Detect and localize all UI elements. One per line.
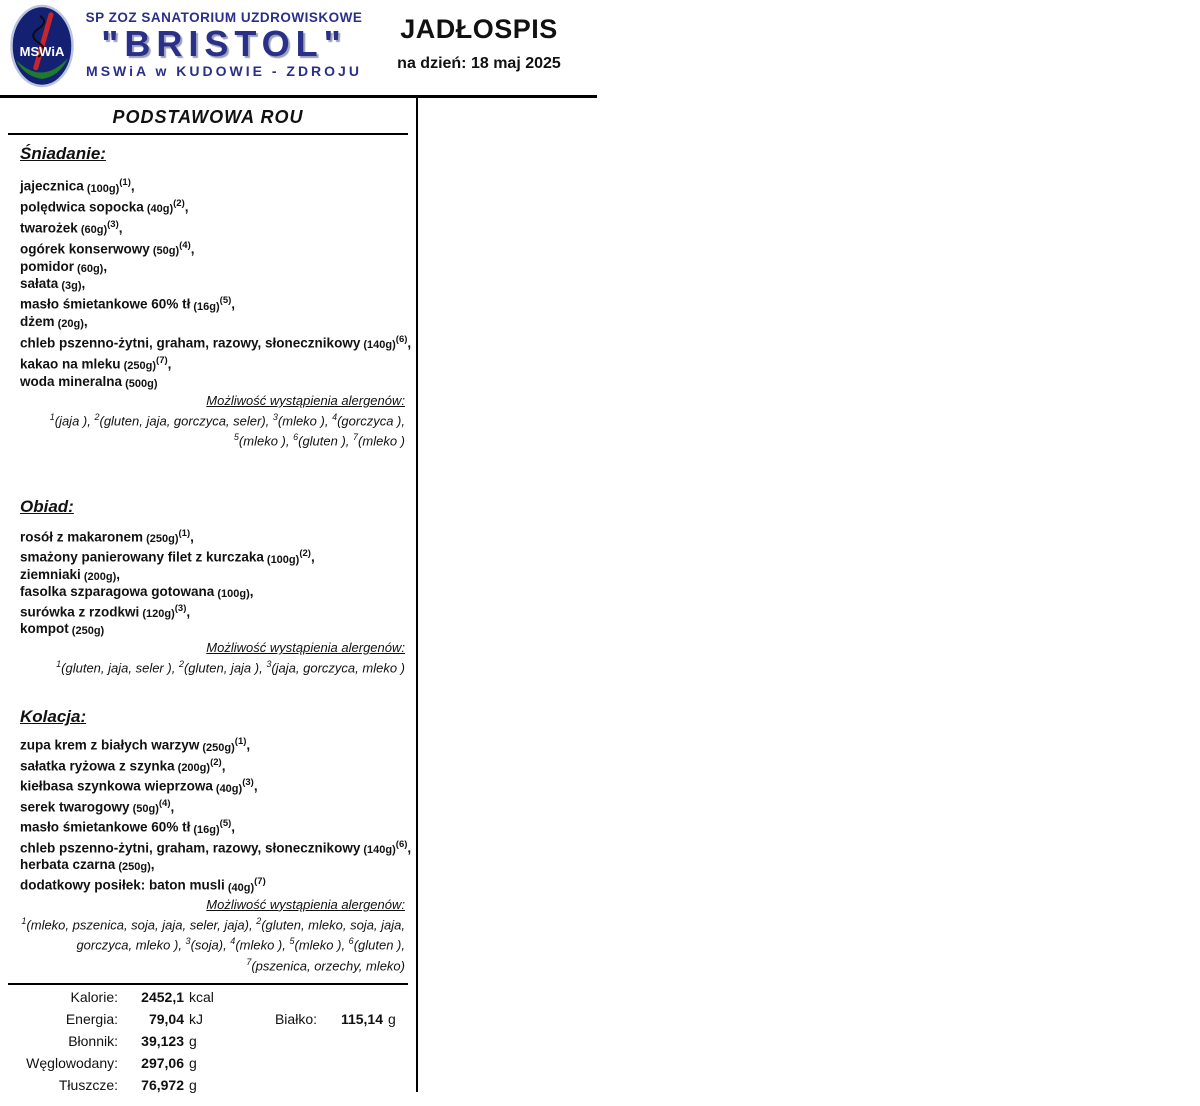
menu-item-name: woda mineralna xyxy=(20,373,123,389)
allergen-text: (gluten ), xyxy=(353,937,405,953)
menu-item-weight: (100g) xyxy=(263,553,300,566)
allergen-text: (mleko ) xyxy=(358,433,405,449)
menu-item: sałata (3g), xyxy=(20,276,86,293)
allergen-ref: 7 xyxy=(353,432,359,443)
menu-item: twarożek $(60g)^{(3)}$, xyxy=(20,218,123,237)
menu-item-allergen-ref: (6) xyxy=(395,838,408,850)
allergen-heading: Możliwość wystąpienia alergenów: xyxy=(206,640,405,656)
nutrition-unit: g xyxy=(189,1033,197,1049)
menu-item-weight: (20g) xyxy=(54,318,84,331)
menu-item-name: kompot xyxy=(20,621,69,637)
menu-item-weight: (50g) xyxy=(149,245,180,258)
allergen-text: (gluten ), xyxy=(298,433,354,449)
menu-item-name: chleb pszenno-żytni, graham, razowy, słonecznikowy xyxy=(20,335,361,351)
menu-item-allergen-ref: (3) xyxy=(174,602,187,614)
menu-item-name: kiełbasa szynkowa wieprzowa xyxy=(20,778,213,794)
menu-item: jajecznica $(100g)^{(1)}$, xyxy=(20,177,135,195)
menu-item xyxy=(20,374,408,391)
nutrition-unit: g xyxy=(189,1077,197,1093)
allergen-ref: 4 xyxy=(230,936,236,947)
menu-item-name: masło śmietankowe 60% tł xyxy=(20,296,191,312)
menu-item-name: herbata czarna xyxy=(20,857,116,873)
mswia-logo xyxy=(10,4,74,88)
nutrition-unit: g xyxy=(388,1011,396,1027)
menu-item-name: masło śmietankowe 60% tł xyxy=(20,819,191,835)
diet-column xyxy=(8,99,412,974)
allergen-ref: 4 xyxy=(332,411,338,422)
document-title: JADŁOSPIS xyxy=(400,14,558,44)
allergen-block xyxy=(20,640,405,676)
menu-item-weight: (140g) xyxy=(360,339,396,352)
menu-item xyxy=(20,621,408,638)
nutrition-summary xyxy=(8,983,408,1099)
menu-item: rosół z makaronem $(250g)^{(1)}$, xyxy=(20,527,194,546)
menu-item-weight: (100g) xyxy=(214,587,250,600)
organization-name: "BRISTOL" xyxy=(101,23,347,64)
menu-item-name: zupa krem z białych warzyw xyxy=(20,737,200,753)
menu-item-allergen-ref: (5) xyxy=(219,295,232,307)
allergen-ref: 3 xyxy=(272,411,278,422)
nutrition-value: 79,04 xyxy=(148,1011,184,1027)
allergen-text: (pszenica, orzechy, mleko) xyxy=(251,957,405,973)
nutrition-label: Białko: xyxy=(274,1011,317,1027)
nutrition-row xyxy=(8,1011,408,1033)
organization-location: MSWiA w KUDOWIE - ZDROJU xyxy=(86,63,362,79)
allergen-ref: 5 xyxy=(233,432,239,443)
nutrition-unit: g xyxy=(189,1055,197,1071)
allergen-heading: Możliwość wystąpienia alergenów: xyxy=(206,896,405,912)
menu-item-weight: (250g) xyxy=(115,861,151,874)
allergen-text: (mleko ), xyxy=(235,937,290,953)
menu-item-allergen-ref: (4) xyxy=(158,797,171,809)
nutrition-label: Kalorie: xyxy=(70,989,118,1005)
menu-item-weight: (40g) xyxy=(224,881,255,894)
menu-item-allergen-ref: (3) xyxy=(107,218,119,230)
menu-item-allergen-ref: (5) xyxy=(219,818,232,830)
nutrition-value: 297,06 xyxy=(141,1055,184,1071)
menu-item-allergen-ref: (2) xyxy=(299,548,311,560)
menu-item-name: dodatkowy posiłek: baton musli xyxy=(20,877,225,893)
menu-item-name: dżem xyxy=(20,314,55,330)
nutrition-row xyxy=(8,1077,408,1099)
nutrition-label: Energia: xyxy=(65,1011,118,1027)
menu-item: ziemniaki (200g), xyxy=(20,566,121,583)
allergen-block xyxy=(20,393,405,450)
organization-block xyxy=(78,10,370,79)
allergen-text: (jaja ), xyxy=(54,413,95,429)
menu-item: serek twarogowy $(50g)^{(4)}$, xyxy=(20,797,175,816)
menu-item-name: sałatka ryżowa z szynka xyxy=(20,758,175,774)
nutrition-value: 2452,1 xyxy=(141,989,184,1005)
meal-items xyxy=(20,526,408,639)
nutrition-unit: kcal xyxy=(189,989,214,1005)
menu-item: surówka z rzodkwi $(120g)^{(3)}$, xyxy=(20,602,191,621)
document-date: na dzień: 18 maj 2025 xyxy=(397,55,561,72)
allergen-text: (gluten, jaja, gorczyca, seler), xyxy=(99,413,273,429)
menu-item-weight: (60g) xyxy=(77,224,108,237)
allergen-ref: 3 xyxy=(185,936,191,947)
menu-item-name: fasolka szparagowa gotowana xyxy=(20,583,215,599)
menu-item: kiełbasa szynkowa wieprzowa $(40g)^{(3)}$, xyxy=(20,777,258,795)
allergen-list xyxy=(20,913,405,974)
menu-item: pomidor (60g), xyxy=(20,258,108,275)
nutrition-unit: kJ xyxy=(189,1011,203,1027)
menu-item-name: pomidor xyxy=(20,258,74,274)
menu-item-name: serek twarogowy xyxy=(20,799,130,815)
allergen-text: (mleko ), xyxy=(277,413,333,429)
menu-item-weight: (16g) xyxy=(190,300,220,313)
menu-item: fasolka szparagowa gotowana (100g), xyxy=(20,583,254,600)
menu-item-name: polędwica sopocka xyxy=(20,199,144,215)
allergen-text: (mleko, pszenica, soja, jaja, seler, jaja), xyxy=(26,917,257,933)
organization-type: SP ZOZ SANATORIUM UZDROWISKOWE xyxy=(85,10,363,25)
menu-item-weight: (200g) xyxy=(174,762,211,775)
allergen-list xyxy=(20,409,405,450)
allergen-text: (jaja, gorczyca, mleko ) xyxy=(271,660,405,676)
allergen-ref: 2 xyxy=(178,659,184,670)
menu-item-allergen-ref: (1) xyxy=(119,177,131,188)
allergen-ref: 1 xyxy=(49,411,55,422)
menu-item-name: sałata xyxy=(20,276,59,292)
nutrition-rows xyxy=(8,989,408,1099)
allergen-text: (gluten, jaja ), xyxy=(183,660,267,676)
menu-item-weight: (50g) xyxy=(129,803,159,816)
allergen-heading: Możliwość wystąpienia alergenów: xyxy=(206,392,405,408)
meal-section xyxy=(20,706,412,973)
menu-item-allergen-ref: (2) xyxy=(210,756,222,768)
diet-title-divider xyxy=(8,133,408,135)
allergen-ref: 1 xyxy=(21,915,27,926)
menu-item-name: chleb pszenno-żytni, graham, razowy, słonecznikowy xyxy=(20,840,361,856)
menu-item: herbata czarna (250g), xyxy=(20,857,155,874)
menu-item-allergen-ref: (2) xyxy=(173,197,185,209)
nutrition-extra-pair xyxy=(255,1011,396,1027)
menu-item: kakao na mleku $(250g)^{(7)}$, xyxy=(20,354,172,373)
allergen-block xyxy=(20,897,405,974)
meal-heading: Śniadanie: xyxy=(20,144,106,163)
menu-item-weight: (200g) xyxy=(80,570,117,583)
allergen-text: (soja), xyxy=(190,937,231,953)
menu-item-weight: (16g) xyxy=(190,823,220,836)
allergen-ref: 5 xyxy=(289,936,295,947)
allergen-ref: 6 xyxy=(293,432,299,443)
menu-item-name: surówka z rzodkwi xyxy=(20,604,140,620)
menu-item-weight: (100g) xyxy=(83,182,120,195)
meal-heading: Kolacja: xyxy=(20,707,87,727)
nutrition-value: 115,14 xyxy=(340,1011,383,1027)
allergen-ref: 1 xyxy=(56,659,62,670)
nutrition-row xyxy=(8,989,408,1011)
menu-item-weight: (250g) xyxy=(68,625,105,638)
meal-section xyxy=(20,496,408,677)
menu-item: dżem (20g), xyxy=(20,314,88,331)
nutrition-value: 76,972 xyxy=(141,1077,184,1093)
menu-item-allergen-ref: (7) xyxy=(254,876,266,888)
menu-item-name: jajecznica xyxy=(20,178,84,194)
allergen-text: (mleko ), xyxy=(238,433,294,449)
menu-item-name: ziemniaki xyxy=(20,566,81,582)
menu-item-weight: (250g) xyxy=(199,741,235,754)
allergen-ref: 3 xyxy=(266,659,272,670)
nutrition-label: Tłuszcze: xyxy=(58,1077,118,1093)
nutrition-row xyxy=(8,1055,408,1077)
meal-items xyxy=(20,175,412,391)
menu-item-allergen-ref: (1) xyxy=(234,736,247,748)
menu-item-name: kakao na mleku xyxy=(20,356,121,372)
menu-item-allergen-ref: (7) xyxy=(156,354,168,366)
allergen-ref: 7 xyxy=(246,956,252,967)
allergen-text: (gorczyca ), xyxy=(337,413,405,429)
allergen-ref: 2 xyxy=(256,915,262,926)
menu-item-name: twarożek xyxy=(20,220,78,236)
menu-item-weight: (140g) xyxy=(360,844,396,857)
menu-item-weight: (3g) xyxy=(58,280,82,293)
menu-item-name: smażony panierowany filet z kurczaka xyxy=(20,549,264,565)
menu-item-name: ogórek konserwowy xyxy=(20,241,150,257)
menu-item-allergen-ref: (3) xyxy=(242,777,254,789)
nutrition-label: Węglowodany: xyxy=(26,1055,118,1071)
nutrition-row xyxy=(8,1033,408,1055)
menu-item-allergen-ref: (1) xyxy=(178,527,191,539)
allergen-text: (mleko ), xyxy=(294,937,349,953)
document-title-block xyxy=(383,14,575,73)
diet-title: PODSTAWOWA ROU xyxy=(112,107,304,127)
nutrition-value: 39,123 xyxy=(141,1033,184,1049)
menu-item: chleb pszenno-żytni, graham, razowy, słonecznikowy $(140g)^{(6)}$, xyxy=(20,333,412,352)
menu-item: smażony panierowany filet z kurczaka $(100g)^{(2)}$, xyxy=(20,548,315,566)
menu-item: ogórek konserwowy $(50g)^{(4)}$, xyxy=(20,239,195,258)
meal-heading: Obiad: xyxy=(20,496,74,516)
menu-item-weight: (40g) xyxy=(143,203,174,216)
allergen-ref: 6 xyxy=(348,936,354,947)
menu-item-weight: (120g) xyxy=(139,608,175,621)
menu-item-weight: (60g) xyxy=(74,262,104,275)
menu-item-allergen-ref: (4) xyxy=(179,239,191,251)
allergen-text: (gluten, mleko, soja, jaja, gorczyca, mleko ), xyxy=(76,917,405,953)
menu-item: polędwica sopocka $(40g)^{(2)}$, xyxy=(20,197,189,216)
mswia-logo-badge xyxy=(10,4,74,88)
logo-text: MSWiA xyxy=(19,44,65,59)
menu-item: chleb pszenno-żytni, graham, razowy, słonecznikowy $(140g)^{(6)}$, xyxy=(20,838,412,857)
header-divider xyxy=(0,95,597,98)
menu-item-weight: (250g) xyxy=(143,533,179,546)
menu-item: masło śmietankowe 60% tł $(16g)^{(5)}$, xyxy=(20,295,236,313)
menu-item: sałatka ryżowa z szynka $(200g)^{(2)}$, xyxy=(20,756,226,775)
column-divider xyxy=(416,98,418,1092)
menu-item-allergen-ref: (6) xyxy=(395,333,408,345)
menu-item: zupa krem z białych warzyw $(250g)^{(1)}$, xyxy=(20,736,251,754)
meal-items xyxy=(20,734,412,895)
meal-section xyxy=(20,143,412,450)
allergen-ref: 2 xyxy=(94,411,100,422)
menu-item-weight: (500g) xyxy=(122,377,158,390)
menu-item-weight: (40g) xyxy=(212,782,243,795)
allergen-text: (gluten, jaja, seler ), xyxy=(61,660,179,676)
menu-item xyxy=(20,874,408,895)
allergen-list xyxy=(20,656,405,676)
menu-item-weight: (250g) xyxy=(120,360,157,373)
nutrition-label: Błonnik: xyxy=(68,1033,118,1049)
menu-item-name: rosół z makaronem xyxy=(20,529,144,545)
menu-item: masło śmietankowe 60% tł $(16g)^{(5)}$, xyxy=(20,818,236,836)
meals-list xyxy=(20,143,412,974)
